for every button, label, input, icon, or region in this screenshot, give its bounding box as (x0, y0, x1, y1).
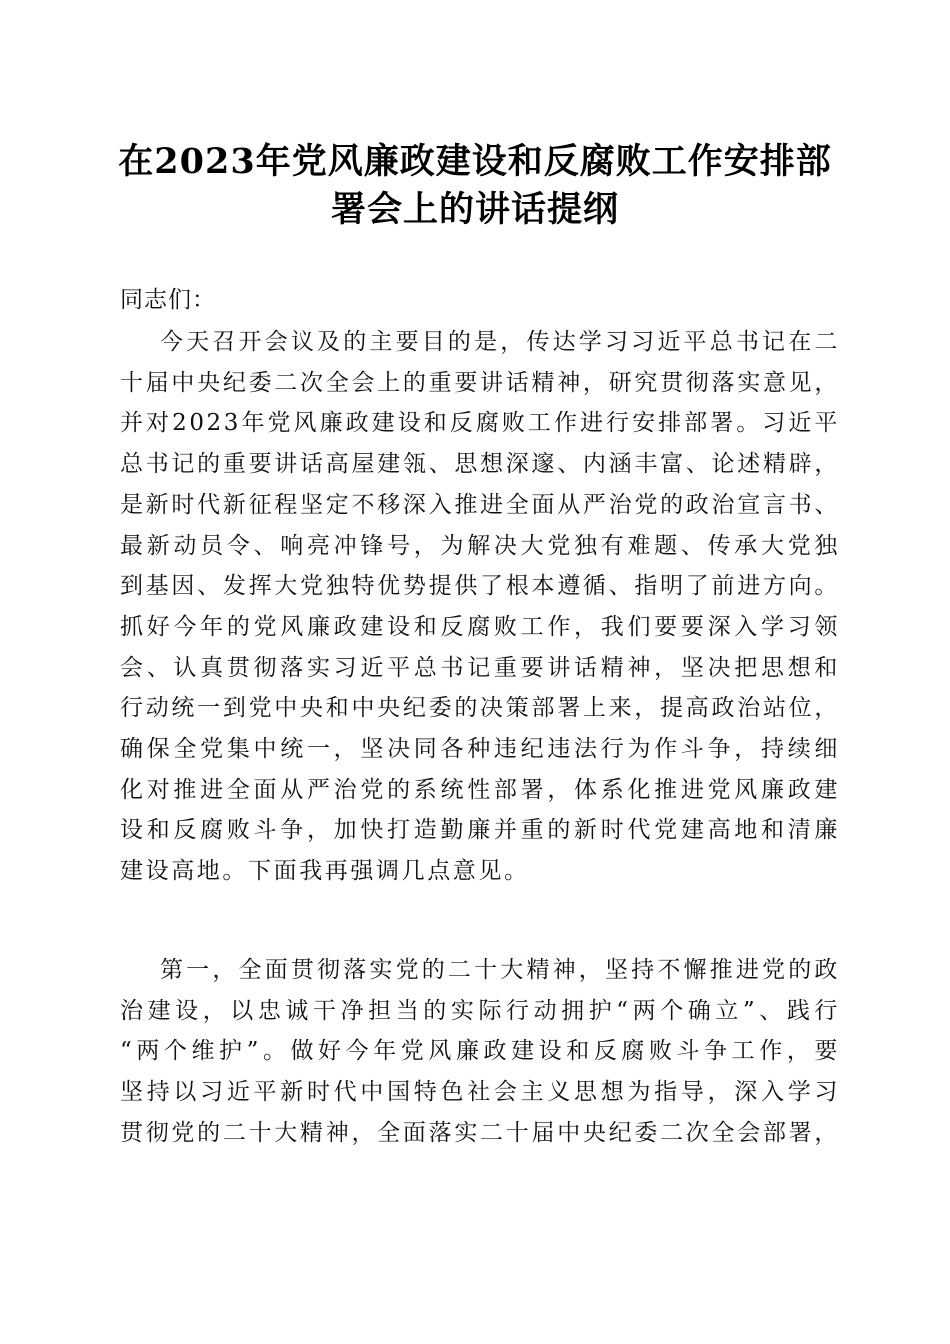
paragraph-line: “两个维护”。做好今年党风廉政建设和反腐败斗争工作，要 (120, 1038, 840, 1065)
paragraph-line: 会、认真贯彻落实习近平总书记重要讲话精神，坚决把思想和 (120, 654, 840, 681)
paragraph-line: 十届中央纪委二次全会上的重要讲话精神，研究贯彻落实意见， (120, 369, 840, 396)
paragraph-line: 到基因、发挥大党独特优势提供了根本遵循、指明了前进方向。 (120, 573, 840, 600)
paragraph-line: 建设高地。下面我再强调几点意见。 (120, 858, 530, 885)
paragraph-line: 今天召开会议及的主要目的是，传达学习习近平总书记在二 (160, 329, 840, 355)
document-title (100, 138, 850, 234)
paragraph-line: 并对2023年党风廉政建设和反腐败工作进行安排部署。习近平 (120, 410, 840, 437)
paragraph-line: 化对推进全面从严治党的系统性部署，体系化推进党风廉政建 (120, 776, 840, 803)
title-line-2: 署会上的讲话提纲 (330, 189, 619, 230)
paragraph-line: 治建设，以忠诚干净担当的实际行动拥护“两个确立”、践行 (120, 997, 840, 1024)
paragraph-line: 总书记的重要讲话高屋建瓴、思想深邃、内涵丰富、论述精辟， (120, 451, 840, 478)
paragraph-line: 抓好今年的党风廉政建设和反腐败工作，我们要要深入学习领 (120, 613, 840, 640)
paragraph-line: 确保全党集中统一，坚决同各种违纪违法行为作斗争，持续细 (120, 736, 840, 763)
paragraph-line: 贯彻党的二十大精神，全面落实二十届中央纪委二次全会部署， (120, 1119, 840, 1146)
paragraph-line: 第一，全面贯彻落实党的二十大精神，坚持不懈推进党的政 (160, 957, 840, 983)
paragraph-line: 设和反腐败斗争，加快打造勤廉并重的新时代党建高地和清廉 (120, 817, 840, 844)
paragraph-line: 坚持以习近平新时代中国特色社会主义思想为指导，深入学习 (120, 1079, 840, 1106)
salutation: 同志们： (120, 287, 216, 313)
title-line-1: 在2023年党风廉政建设和反腐败工作安排部 (118, 141, 832, 182)
paragraph-opening (120, 322, 840, 892)
paragraph-line: 行动统一到党中央和中央纪委的决策部署上来，提高政治站位， (120, 695, 840, 722)
paragraph-first-point (120, 950, 840, 1154)
paragraph-line: 是新时代新征程坚定不移深入推进全面从严治党的政治宣言书、 (120, 491, 840, 518)
paragraph-line: 最新动员令、响亮冲锋号，为解决大党独有难题、传承大党独 (120, 532, 840, 559)
